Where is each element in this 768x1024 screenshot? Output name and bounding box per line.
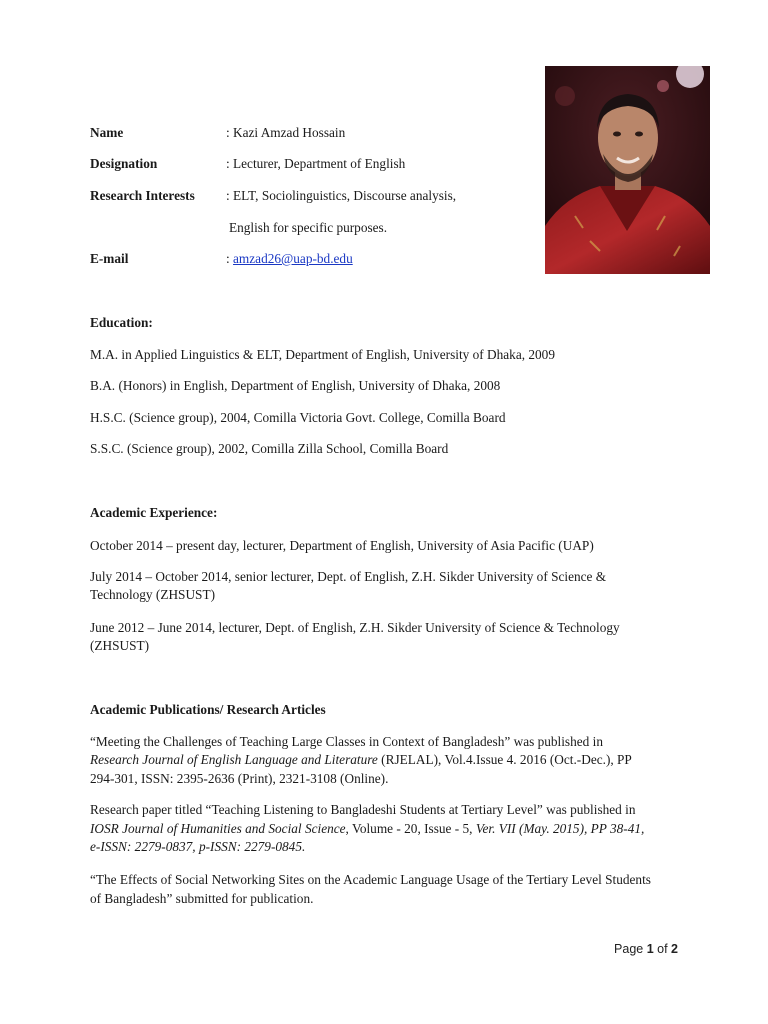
publication-1-journal: Research Journal of English Language and Literature — [90, 752, 378, 767]
email-label: E-mail — [90, 251, 129, 266]
education-item: S.S.C. (Science group), 2002, Comilla Zilla School, Comilla Board — [90, 441, 449, 456]
publication-3-line2: of Bangladesh” submitted for publication. — [90, 891, 314, 906]
experience-item-line2: (ZHSUST) — [90, 638, 150, 653]
experience-item-line1: October 2014 – present day, lecturer, Department of English, University of Asia Pacific (UAP) — [90, 538, 594, 553]
publication-2-line1: Research paper titled “Teaching Listening to Bangladeshi Students at Tertiary Level” was published in — [90, 802, 636, 817]
education-item: H.S.C. (Science group), 2004, Comilla Victoria Govt. College, Comilla Board — [90, 410, 506, 425]
experience-item-line1: July 2014 – October 2014, senior lecturer, Dept. of English, Z.H. Sikder University of Science & — [90, 569, 607, 584]
research-interests-value-line1: : ELT, Sociolinguistics, Discourse analysis, — [226, 188, 457, 203]
experience-item-line1: June 2012 – June 2014, lecturer, Dept. of English, Z.H. Sikder University of Science & Technology — [90, 620, 620, 635]
name-value: : Kazi Amzad Hossain — [226, 125, 346, 140]
page-number: Page 1 of 2 — [614, 942, 678, 956]
publication-2-journal: IOSR Journal of Humanities and Social Science — [90, 821, 346, 836]
publication-2-line2 — [90, 820, 644, 838]
education-item: M.A. in Applied Linguistics & ELT, Department of English, University of Dhaka, 2009 — [90, 347, 555, 362]
publication-3-line1: “The Effects of Social Networking Sites on the Academic Language Usage of the Tertiary Level Students — [90, 872, 651, 887]
publication-1-details: (RJELAL), Vol.4.Issue 4. 2016 (Oct.-Dec.), PP — [377, 752, 632, 767]
email-row — [226, 250, 353, 268]
education-heading: Education: — [90, 315, 153, 330]
publication-1-line2 — [90, 751, 632, 769]
publications-heading: Academic Publications/ Research Articles — [90, 702, 326, 717]
email-link[interactable]: amzad26@uap-bd.edu — [233, 251, 353, 266]
name-label: Name — [90, 125, 124, 140]
designation-value: : Lecturer, Department of English — [226, 156, 406, 171]
publication-1-line3: 294-301, ISSN: 2395-2636 (Print), 2321-3108 (Online). — [90, 771, 389, 786]
publication-2-volume: , Volume - 20, Issue - 5, — [345, 821, 476, 836]
publication-2-pages: Ver. VII (May. 2015), PP 38-41, — [475, 821, 645, 836]
experience-item-line2: Technology (ZHSUST) — [90, 587, 216, 602]
publication-1-line1: “Meeting the Challenges of Teaching Large Classes in Context of Bangladesh” was published in — [90, 734, 603, 749]
experience-heading: Academic Experience: — [90, 505, 218, 520]
designation-label: Designation — [90, 156, 158, 171]
profile-photo — [545, 66, 710, 274]
research-interests-value-line2: English for specific purposes. — [229, 220, 388, 235]
publication-2-line3: e-ISSN: 2279-0837, p-ISSN: 2279-0845. — [90, 839, 306, 854]
education-item: B.A. (Honors) in English, Department of English, University of Dhaka, 2008 — [90, 378, 501, 393]
research-interests-label: Research Interests — [90, 188, 195, 203]
email-prefix: : — [226, 251, 234, 266]
